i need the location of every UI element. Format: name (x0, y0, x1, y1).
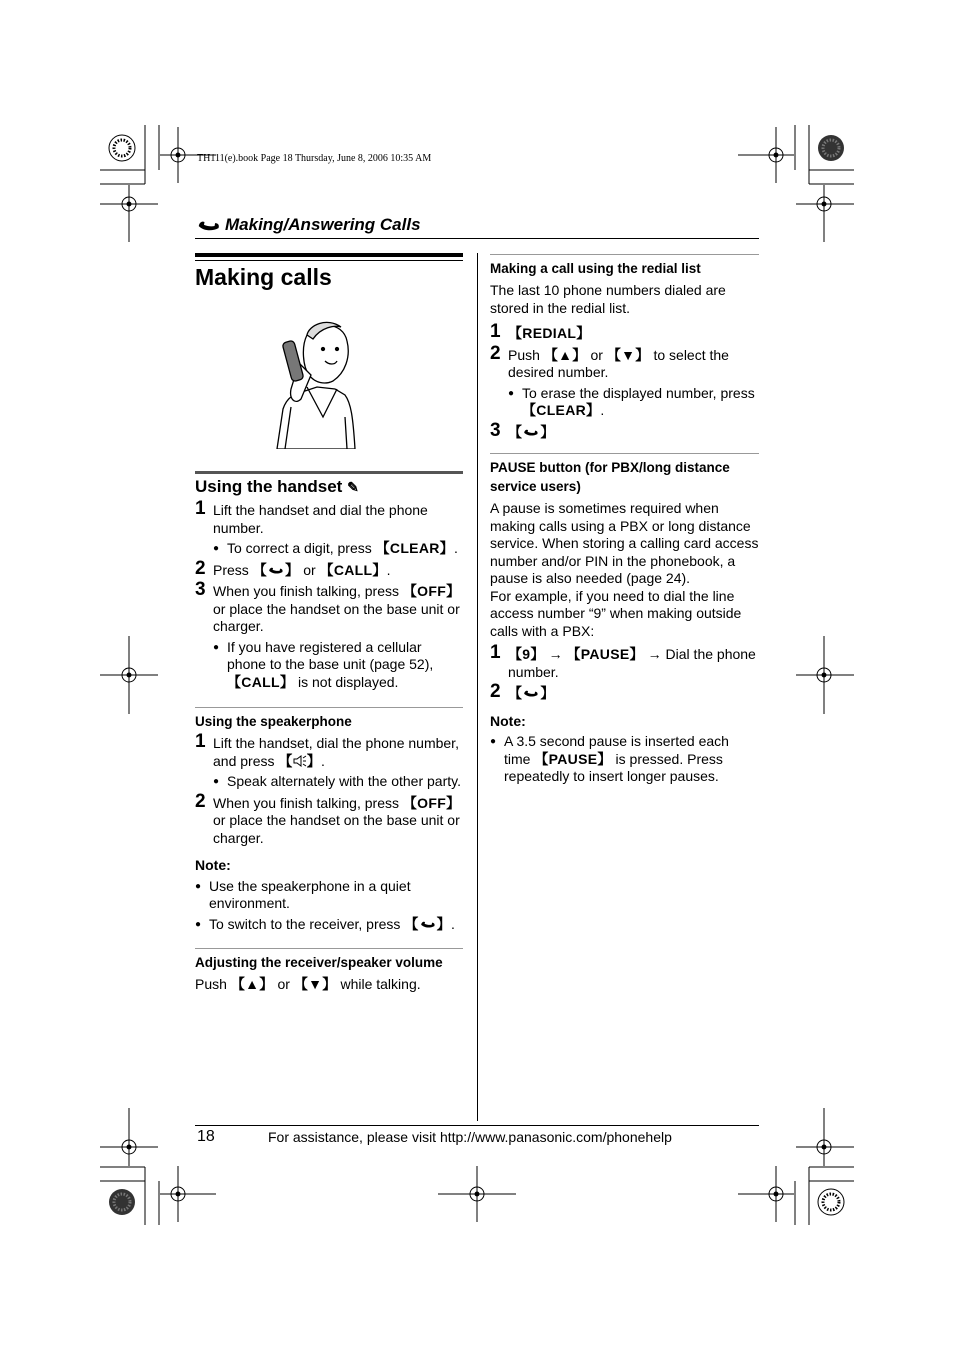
speaker-key-icon (293, 755, 307, 767)
redial-text: The last 10 phone numbers dialed are stored in the redial list. (490, 282, 726, 316)
key-pause: 【PAUSE】 (534, 750, 612, 767)
step-text: When you finish talking, press 【OFF】 or place the handset on the base unit or charger. (213, 794, 461, 846)
step-number: 1 (490, 642, 501, 663)
volume-heading: Adjusting the receiver/speaker volume (195, 955, 443, 970)
phone-talk-icon (198, 216, 220, 234)
section-rule (195, 948, 463, 949)
step-number: 1 (490, 321, 501, 342)
redial-heading: Making a call using the redial list (490, 261, 701, 276)
key-off: 【OFF】 (402, 794, 461, 811)
bullet-item: ● To erase the displayed number, press 【CLEAR】. (508, 385, 759, 420)
print-info: TH111(e).book Page 18 Thursday, June 8, 2006 10:35 AM (197, 153, 432, 164)
key-clear: 【CLEAR】 (375, 540, 454, 556)
page-number: 18 (197, 1128, 215, 1145)
step-number: 2 (490, 681, 501, 702)
key-pause: 【PAUSE】 (566, 646, 644, 662)
key-down: 【▼】 (293, 976, 337, 992)
pause-text-2: For example, if you need to dial the line access number “9” when making outside calls with a PBX: (490, 587, 742, 639)
step-number: 2 (195, 790, 206, 812)
step-item (195, 790, 463, 848)
note-item: ● A 3.5 second pause is inserted each time 【PAUSE】 is pressed. Press repeatedly to insert longer pauses. (490, 733, 759, 786)
step-item (490, 642, 759, 681)
step-number: 1 (195, 731, 206, 752)
redial-steps (490, 321, 759, 441)
step-text (508, 685, 759, 703)
bullet-item: ● If you have registered a cellular phone to the base unit (page 52), 【CALL】 is not displayed. (213, 639, 463, 692)
key-off: 【OFF】 (402, 583, 461, 599)
key-clear: 【CLEAR】 (522, 402, 601, 418)
key-talk: 【 】 (508, 685, 555, 701)
section-rule (490, 453, 759, 454)
handset-heading (195, 478, 463, 497)
section-rule (490, 254, 759, 255)
header-title: Making/Answering Calls (225, 215, 421, 234)
step-item (490, 419, 759, 442)
note-item: ● Use the speakerphone in a quiet environment. (195, 878, 463, 913)
handset-steps (195, 498, 463, 691)
step-item (490, 342, 759, 420)
footer-text: For assistance, please visit http://www.panasonic.com/phonehelp (268, 1129, 672, 1145)
pause-steps (490, 642, 759, 703)
speakerphone-heading: Using the speakerphone (195, 714, 352, 729)
pause-heading: PAUSE button (for PBX/long distance service users) (490, 460, 730, 494)
person-illustration-svg (195, 317, 463, 449)
pause-notes (490, 733, 759, 786)
handset-icon: ✎ (347, 478, 359, 495)
step-text: Lift the handset and dial the phone number. (213, 502, 428, 536)
key-up: 【▲】 (230, 976, 274, 992)
step-number: 3 (195, 579, 206, 600)
step-item (490, 321, 759, 343)
speaker-notes (195, 878, 463, 934)
bullet-item: ● To correct a digit, press 【CLEAR】. (213, 540, 463, 558)
key-9: 【9】 (508, 646, 545, 662)
step-item (195, 579, 463, 691)
key-redial: 【REDIAL】 (508, 325, 591, 341)
step-number: 1 (195, 498, 206, 519)
section-rule (195, 707, 463, 708)
speakerphone-steps (195, 731, 463, 847)
talk-key-icon (522, 687, 540, 699)
step-text: Lift the handset, dial the phone number, and press 【 】. (213, 735, 459, 769)
step-text (508, 325, 759, 343)
step-item (195, 557, 463, 580)
step-text: Push 【▲】 or 【▼】 to select the desired number. (508, 346, 729, 380)
step-text: 【9】 → 【PAUSE】 → Dial the phone number. (508, 646, 756, 680)
step-text: Press 【 】 or 【CALL】. (213, 561, 391, 578)
talk-key-icon (267, 564, 285, 576)
pause-note-label: Note: (490, 712, 526, 729)
left-column (195, 253, 463, 994)
key-call: 【CALL】 (227, 673, 295, 690)
key-down: 【▼】 (606, 346, 650, 363)
bullet-item: ● Speak alternately with the other party. (213, 773, 463, 791)
key-talk: 【 】 (508, 423, 555, 440)
section-rule (195, 471, 463, 474)
step-number: 2 (490, 342, 501, 364)
page-title: Making calls (195, 264, 332, 290)
key-talk: 【 】 (252, 561, 300, 578)
key-sp: 【 】 (278, 752, 321, 769)
person-on-phone-illustration (195, 317, 463, 449)
section-header (195, 212, 759, 239)
step-item (195, 731, 463, 791)
title-rule-thin (195, 260, 463, 261)
volume-text: Push 【▲】 or 【▼】 while talking. (195, 976, 421, 992)
column-divider (477, 253, 478, 1121)
step-text (508, 424, 759, 442)
step-number: 2 (195, 557, 206, 579)
page-footer (195, 1125, 759, 1145)
talk-key-icon (522, 426, 540, 438)
talk-key-icon (419, 918, 437, 930)
step-text: When you finish talking, press 【OFF】 or place the handset on the base unit or charger. (213, 583, 461, 634)
step-item (490, 681, 759, 703)
handset-heading-text: Using the handset (195, 476, 343, 496)
note-item: ● To switch to the receiver, press 【 】. (195, 916, 463, 934)
step-item (195, 498, 463, 558)
right-column (490, 254, 759, 786)
key-call: 【CALL】 (319, 561, 387, 578)
pause-text-1: A pause is sometimes required when making calls using a PBX or long distance service. When storing a calling card access number and/or PIN in the phonebook, a pause is also needed (page 24). (490, 500, 759, 586)
title-rule (195, 253, 463, 257)
key-talk: 【 】 (404, 915, 451, 932)
speaker-note-label: Note: (195, 857, 231, 873)
step-number: 3 (490, 419, 501, 441)
key-up: 【▲】 (543, 346, 587, 363)
